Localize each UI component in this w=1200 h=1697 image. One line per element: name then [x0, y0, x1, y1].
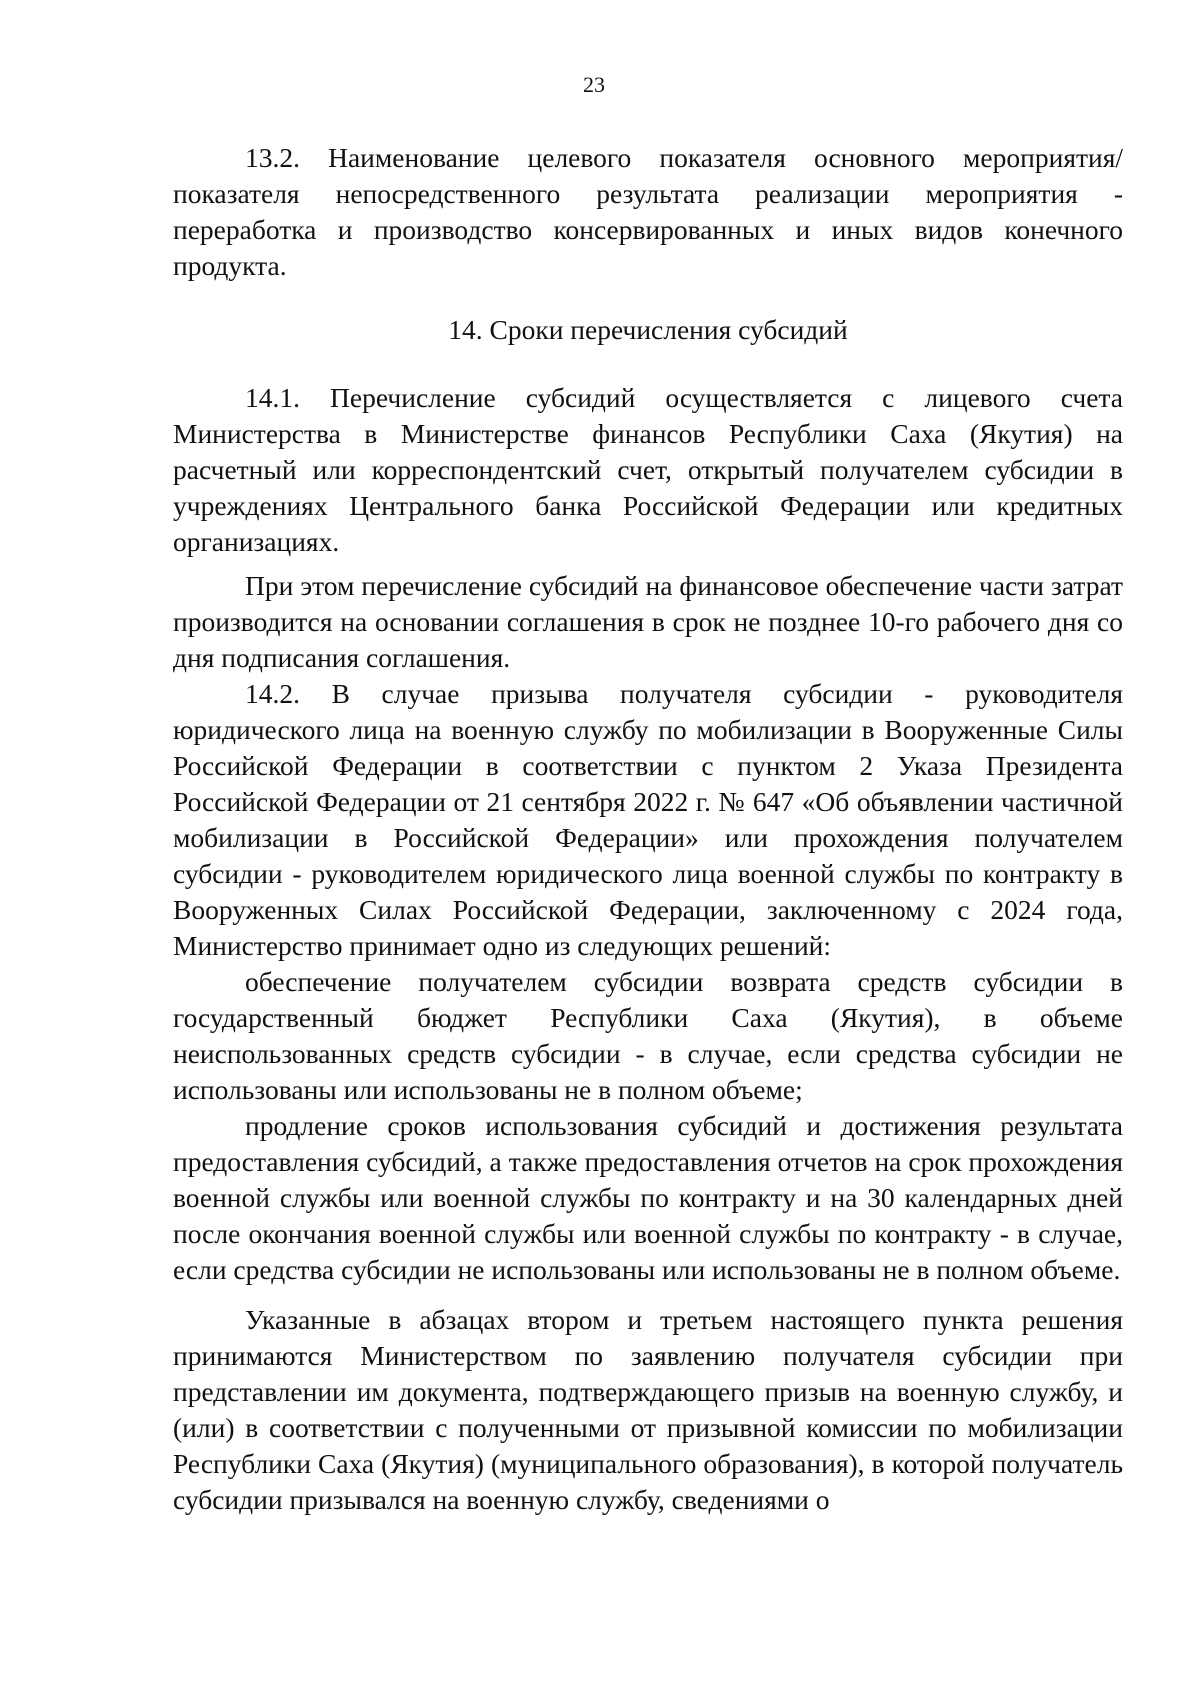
- paragraph-14-1: 14.1. Перечисление субсидий осуществляется с лицевого счета Министерства в Министерстве финансов Республики Саха (Якутия) на расчетный или корреспондентский счет, открытый получателем субсидии в учреждениях Центрального банка Российской Федерации или кредитных организациях.: [173, 382, 1123, 557]
- paragraph-14-2: 14.2. В случае призыва получателя субсидии - руководителя юридического лица на военную службу по мобилизации в Вооруженные Силы Российской Федерации в соответствии с пунктом 2 Указа Президента Российской Федерации от 21 сентября 2022 г. № 647 «Об объявлении частичной мобилизации в Российской Федерации» или прохождения получателем субсидии - руководителем юридического лица военной службы по контракту в Вооруженных Силах Российской Федерации, заключенному с 2024 года, Министерство принимает одно из следующих решений:: [173, 678, 1123, 961]
- page-number: 23: [583, 72, 605, 97]
- paragraph-14-2-option-return: обеспечение получателем субсидии возврата средств субсидии в государственный бюджет Республики Саха (Якутия), в объеме неиспользованных средств субсидии - в случае, если средства субсидии не использованы или использованы не в полном объеме;: [173, 966, 1123, 1105]
- section-heading-14: 14. Сроки перечисления субсидий: [448, 314, 848, 345]
- paragraph-14-2-option-extension: продление сроков использования субсидий и достижения результата предоставления субсидий, а также предоставления отчетов на срок прохождения военной службы или военной службы по контракту и на 30 календарных дней после окончания военной службы или военной службы по контракту - в случае, если средства субсидии не использованы или использованы не в полном объеме.: [173, 1110, 1123, 1285]
- document-body: [173, 140, 1123, 1518]
- paragraph-13-2: 13.2. Наименование целевого показателя основного мероприятия/показателя непосредственного результата реализации мероприятия - переработка и производство консервированных и иных видов конечного продукта.: [173, 142, 1123, 281]
- paragraph-14-2-decisions: Указанные в абзацах втором и третьем настоящего пункта решения принимаются Министерством по заявлению получателя субсидии при представлении им документа, подтверждающего призыв на военную службу, и (или) в соответствии с полученными от призывной комиссии по мобилизации Республики Саха (Якутия) (муниципального образования), в которой получатель субсидии призывался на военную службу, сведениями о: [173, 1304, 1123, 1515]
- paragraph-14-1-continuation: При этом перечисление субсидий на финансовое обеспечение части затрат производится на основании соглашения в срок не позднее 10-го рабочего дня со дня подписания соглашения.: [173, 570, 1123, 673]
